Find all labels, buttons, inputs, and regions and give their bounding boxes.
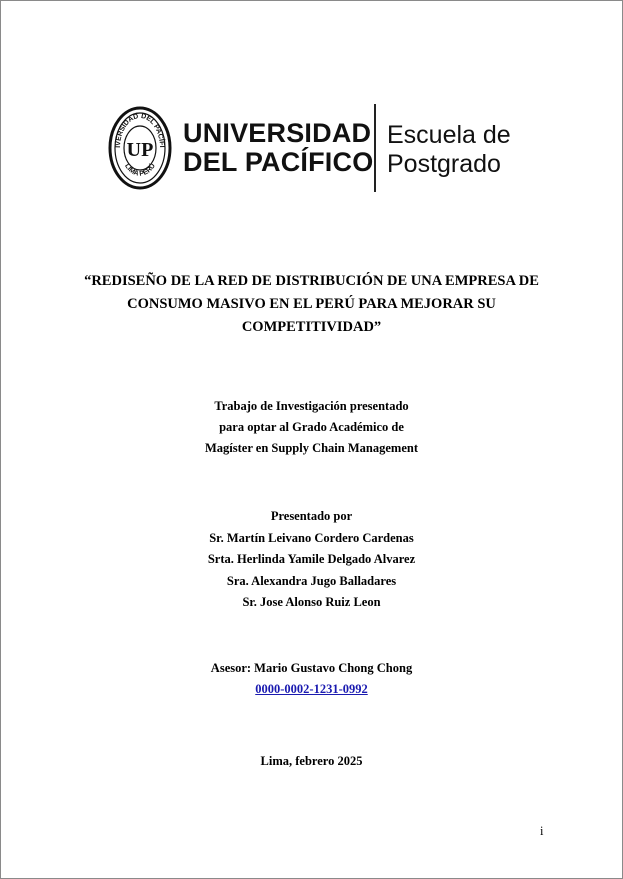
authors-section <box>0 506 623 614</box>
seal-svg <box>108 106 172 190</box>
advisor-section <box>0 658 623 700</box>
seal-top-text: IVERSIDAD DEL PACÍFI <box>114 112 166 148</box>
page-number: i <box>540 824 544 838</box>
thesis-title-line: CONSUMO MASIVO EN EL PERÚ PARA MEJORAR SU <box>127 296 496 312</box>
logo-school-line1: Escuela de <box>387 121 511 149</box>
author-name: Srta. Herlinda Yamile Delgado Alvarez <box>207 552 416 566</box>
author-name: Sr. Martín Leivano Cordero Cardenas <box>209 530 414 545</box>
thesis-title-line: “REDISEÑO DE LA RED DE DISTRIBUCIÓN DE UNA EMPRESA DE <box>84 273 539 289</box>
logo-school-name <box>387 121 511 179</box>
purpose-line: Trabajo de Investigación presentado <box>214 399 409 413</box>
logo-university-line1: UNIVERSIDAD <box>183 118 372 148</box>
author-name: Sra. Alexandra Jugo Balladares <box>226 573 397 588</box>
seal-monogram: UP <box>126 139 154 161</box>
thesis-title <box>0 270 623 339</box>
advisor-name: Asesor: Mario Gustavo Chong Chong <box>210 661 413 675</box>
logo-divider <box>374 104 376 192</box>
orcid-link[interactable]: 0000-0002-1231-0992 <box>255 682 368 696</box>
author-name: Sr. Jose Alonso Ruiz Leon <box>242 595 381 609</box>
place-date: Lima, febrero 2025 <box>260 754 363 768</box>
degree-purpose <box>0 396 623 459</box>
purpose-line: para optar al Grado Académico de <box>219 420 404 434</box>
thesis-title-line: COMPETITIVIDAD” <box>241 319 382 335</box>
purpose-line: Magíster en Supply Chain Management <box>205 441 418 455</box>
logo-university-line2: DEL PACÍFICO <box>183 147 374 177</box>
logo-school-line2: Postgrado <box>387 150 501 178</box>
logo-university-name <box>183 119 373 177</box>
authors-heading: Presentado por <box>270 509 353 523</box>
university-seal-logo <box>108 106 172 190</box>
seal-bottom-text: LIMA PERÚ <box>123 162 157 178</box>
